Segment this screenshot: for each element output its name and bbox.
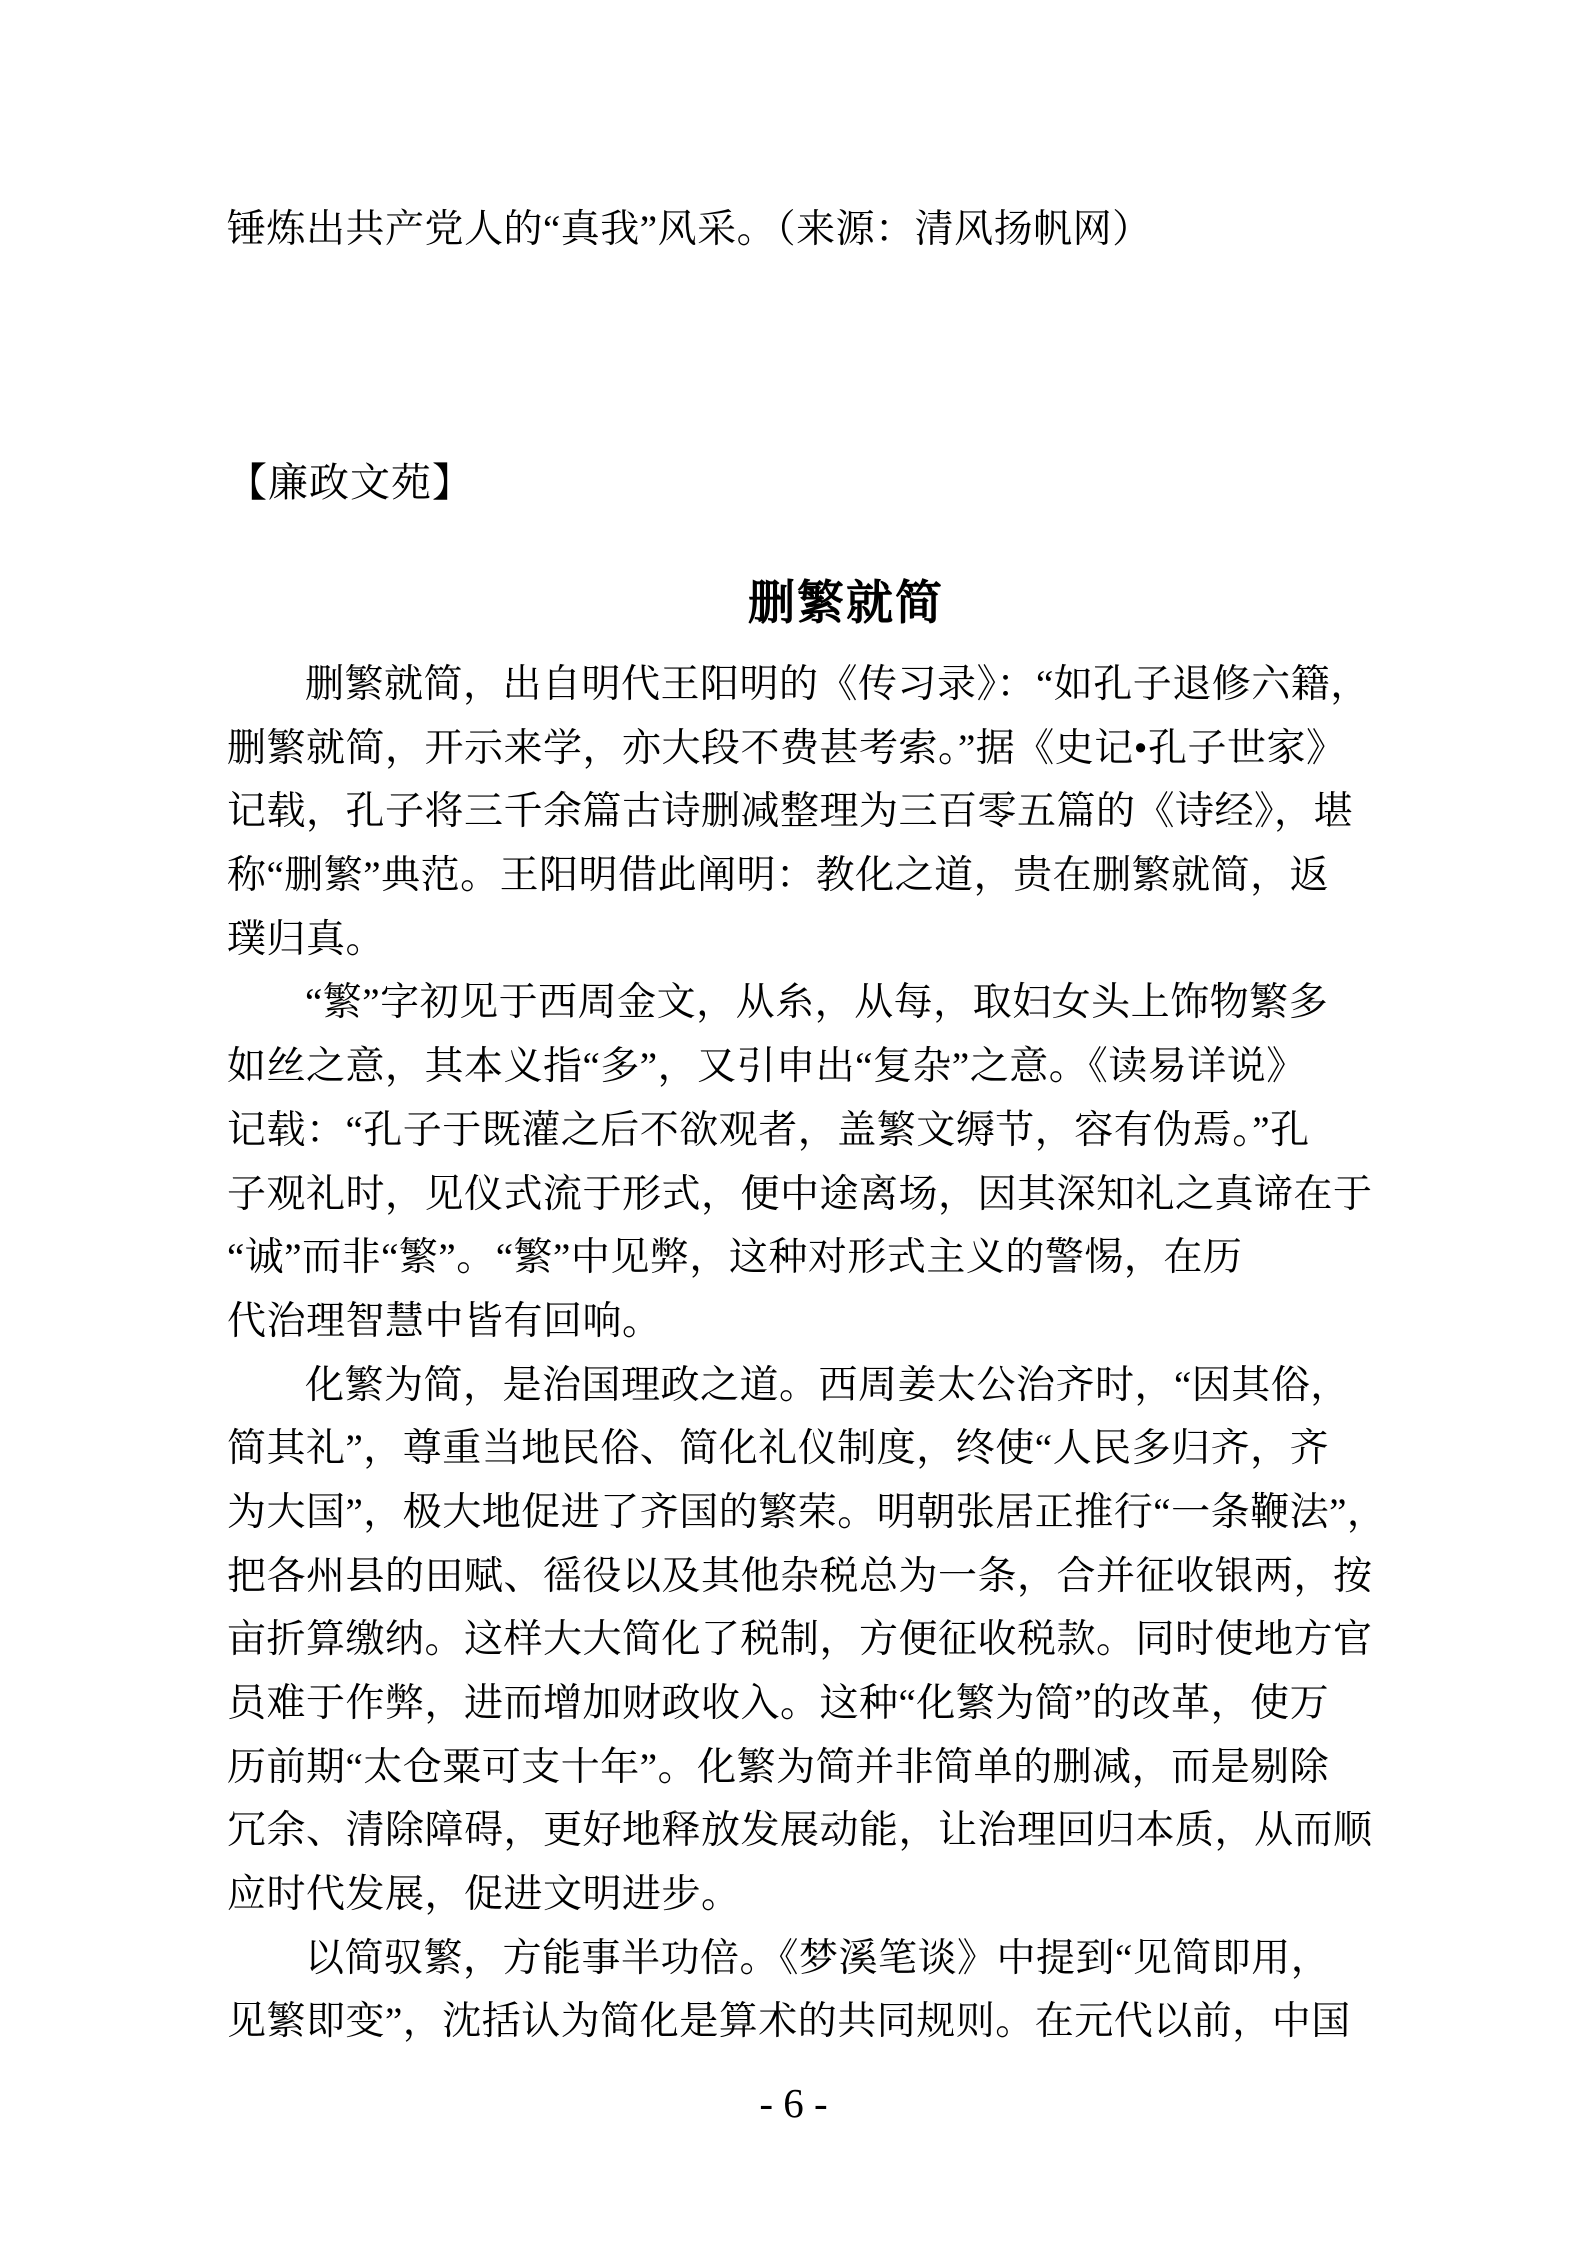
body-line: 以简驭繁，方能事半功倍。《梦溪笔谈》中提到“见简即用， bbox=[305, 1936, 1331, 1980]
leading-paragraph-line: 锤炼出共产党人的“真我”风采。（来源：清风扬帆网） bbox=[227, 208, 1152, 251]
body-line: 亩折算缴纳。这样大大简化了税制，方便征收税款。同时使地方官 bbox=[227, 1618, 1373, 1662]
article-body bbox=[227, 653, 1397, 2054]
body-line: 璞归真。 bbox=[227, 917, 386, 961]
body-line: 见繁即变”，沈括认为简化是算术的共同规则。在元代以前，中国 bbox=[227, 2000, 1351, 2044]
body-line: 为大国”，极大地促进了齐国的繁荣。明朝张居正推行“一条鞭法”， bbox=[227, 1490, 1387, 1534]
article-title: 删繁就简 bbox=[748, 578, 944, 630]
body-line: 如丝之意，其本义指“多”，又引申出“复杂”之意。《读易详说》 bbox=[227, 1045, 1306, 1089]
body-line: “诚”而非“繁”。“繁”中见弊，这种对形式主义的警惕，在历 bbox=[227, 1236, 1243, 1280]
body-line: “繁”字初见于西周金文，从糸，从每，取妇女头上饰物繁多 bbox=[305, 981, 1329, 1025]
section-header: 【廉政文苑】 bbox=[227, 460, 473, 505]
body-line: 代治理智慧中皆有回响。 bbox=[227, 1299, 662, 1343]
page-number: - 6 - bbox=[759, 2080, 828, 2126]
body-line: 简其礼”，尊重当地民俗、简化礼仪制度，终使“人民多归齐，齐 bbox=[227, 1427, 1330, 1471]
body-line: 冗余、清除障碍，更好地释放发展动能，让治理回归本质，从而顺 bbox=[227, 1809, 1373, 1853]
body-line: 删繁就简，开示来学，亦大段不费甚考索。”据《史记•孔子世家》 bbox=[227, 726, 1346, 770]
body-line: 记载，孔子将三千余篇古诗删减整理为三百零五篇的《诗经》，堪 bbox=[227, 790, 1354, 834]
body-line: 记载：“孔子于既灌之后不欲观者，盖繁文缛节，容有伪焉。”孔 bbox=[227, 1108, 1310, 1152]
body-line: 员难于作弊，进而增加财政收入。这种“化繁为简”的改革，使万 bbox=[227, 1682, 1330, 1725]
body-line: 化繁为简，是治国理政之道。西周姜太公治齐时，“因其俗， bbox=[305, 1363, 1350, 1407]
body-line: 删繁就简，出自明代王阳明的《传习录》：“如孔子退修六籍， bbox=[305, 663, 1370, 706]
body-line: 子观礼时，见仪式流于形式，便中途离场，因其深知礼之真谛在于 bbox=[227, 1172, 1373, 1216]
body-line: 称“删繁”典范。王阳明借此阐明：教化之道，贵在删繁就简，返 bbox=[227, 854, 1330, 898]
body-line: 应时代发展，促进文明进步。 bbox=[227, 1873, 741, 1917]
body-line: 历前期“太仓粟可支十年”。化繁为简并非简单的删减，而是剔除 bbox=[227, 1745, 1330, 1789]
body-line: 把各州县的田赋、徭役以及其他杂税总为一条，合并征收银两，按 bbox=[227, 1554, 1373, 1598]
